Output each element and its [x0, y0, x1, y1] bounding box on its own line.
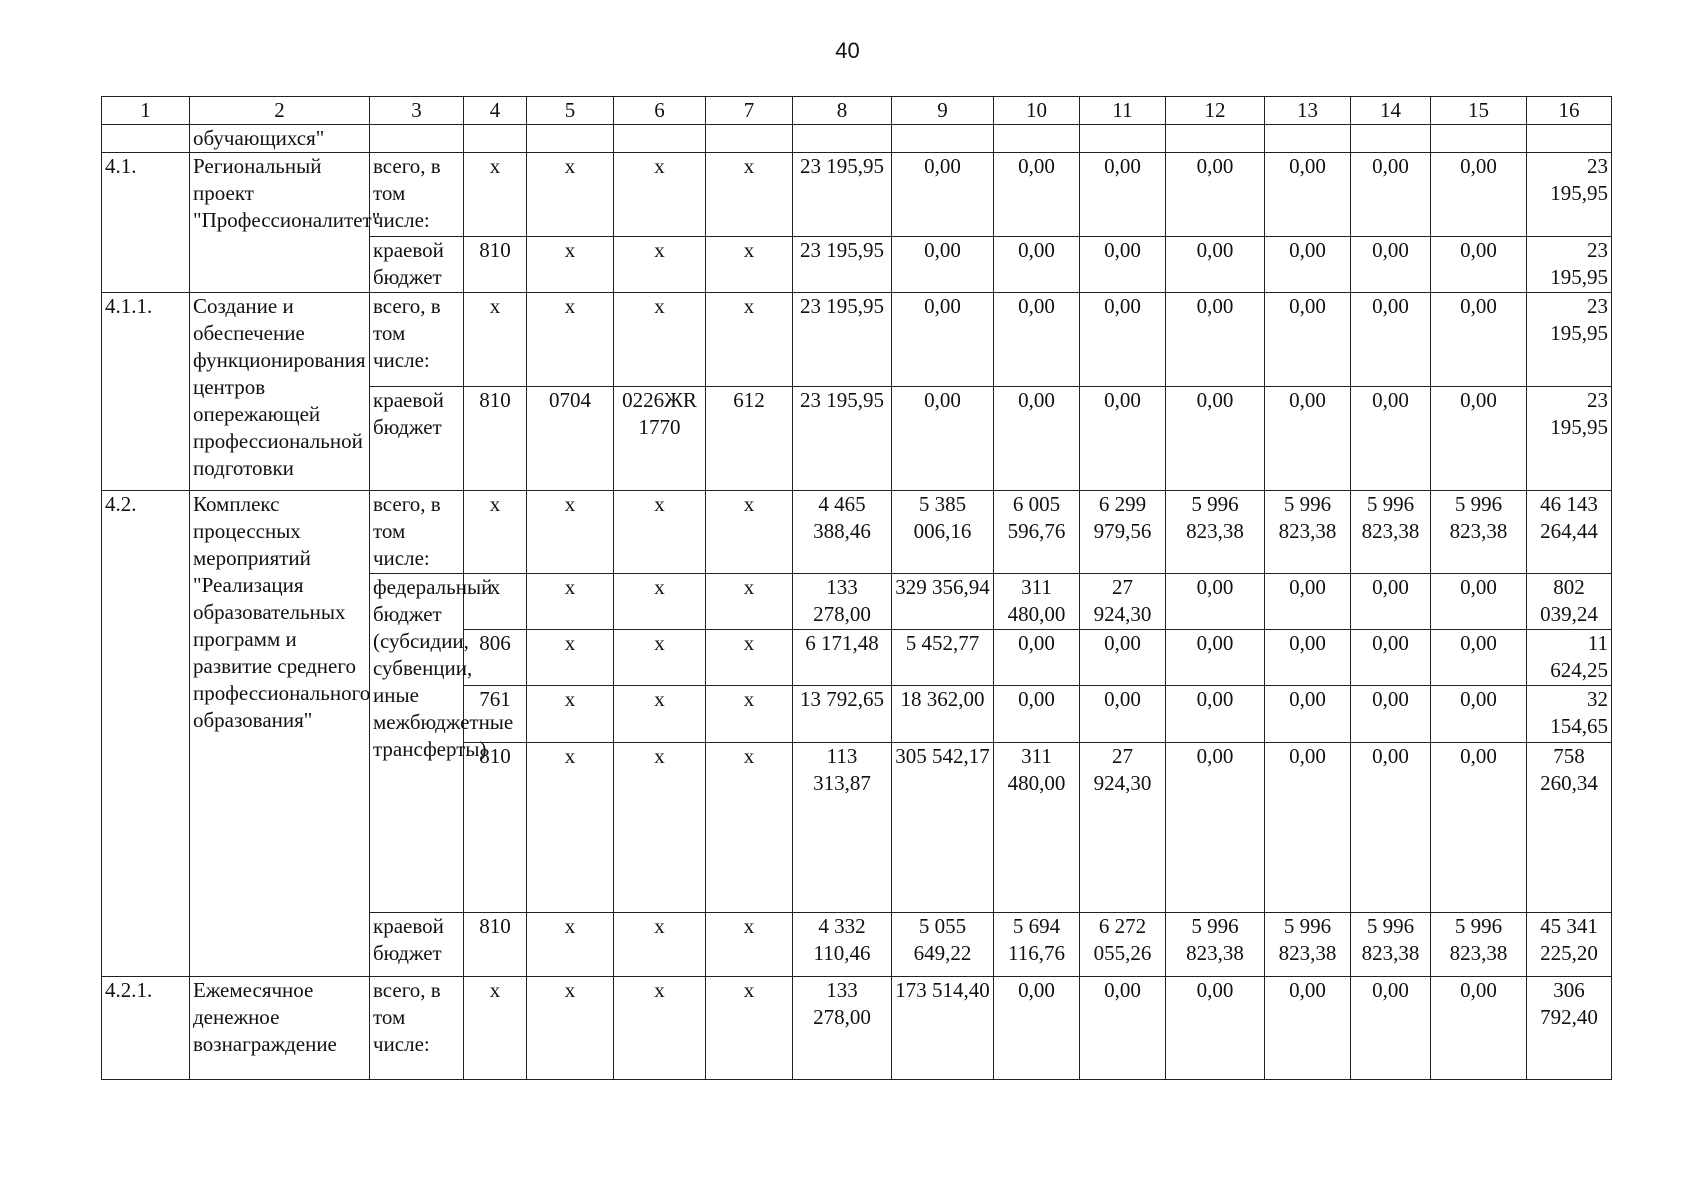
table-cell: 0,00 [994, 686, 1080, 743]
table-cell: 0,00 [1431, 686, 1527, 743]
table-cell: 27 924,30 [1080, 574, 1166, 630]
table-cell: 13 792,65 [793, 686, 892, 743]
table-cell: 0,00 [1080, 237, 1166, 293]
table-cell: 113 313,87 [793, 743, 892, 913]
table-cell: 0,00 [1351, 153, 1431, 237]
column-number: 2 [190, 97, 370, 125]
table-cell: 23 195,95 [1527, 387, 1612, 491]
table-cell: х [527, 913, 614, 977]
table-cell: х [614, 153, 706, 237]
table-cell: х [614, 977, 706, 1080]
funding-source: федеральный бюджет (субсидии, субвенции, иные межбюджетные трансферты) [370, 574, 464, 913]
table-cell: 761 [464, 686, 527, 743]
table-cell: х [464, 574, 527, 630]
table-cell: 23 195,95 [1527, 153, 1612, 237]
table-cell: 23 195,95 [793, 293, 892, 387]
table-cell: 0,00 [1166, 686, 1265, 743]
table-cell: 0,00 [1265, 237, 1351, 293]
table-cell: х [614, 574, 706, 630]
table-cell: 0,00 [1431, 153, 1527, 237]
item-name: Комплекс процессных мероприятий "Реализация образовательных программ и развитие среднего профессионального образования" [190, 491, 370, 977]
table-cell: 0,00 [1431, 977, 1527, 1080]
column-number: 5 [527, 97, 614, 125]
item-number: 4.1. [102, 153, 190, 293]
table-cell: 32 154,65 [1527, 686, 1612, 743]
table-cell: 0,00 [1166, 977, 1265, 1080]
column-number: 13 [1265, 97, 1351, 125]
budget-table [101, 96, 1612, 1080]
table-cell: 18 362,00 [892, 686, 994, 743]
table-cell: 0,00 [994, 293, 1080, 387]
table-cell: х [706, 153, 793, 237]
table-cell: 0,00 [892, 387, 994, 491]
funding-source: краевой бюджет [370, 913, 464, 977]
table-cell: 0,00 [892, 153, 994, 237]
table-row [102, 977, 1612, 1080]
table-cell: 0,00 [1351, 977, 1431, 1080]
table-cell: х [527, 293, 614, 387]
table-cell: х [614, 686, 706, 743]
table-cell: 0,00 [1080, 630, 1166, 686]
table-cell: 0,00 [1351, 686, 1431, 743]
table-cell: 23 195,95 [1527, 293, 1612, 387]
table-cell: 0,00 [1351, 387, 1431, 491]
item-name: Ежемесячное денежное вознаграждение [190, 977, 370, 1080]
table-cell: 27 924,30 [1080, 743, 1166, 913]
table-cell: 329 356,94 [892, 574, 994, 630]
table-cell: х [464, 293, 527, 387]
column-number: 15 [1431, 97, 1527, 125]
column-number: 7 [706, 97, 793, 125]
table-cell: 0,00 [1431, 387, 1527, 491]
table-cell: х [527, 743, 614, 913]
table-cell: 5 996 823,38 [1265, 913, 1351, 977]
funding-source: краевой бюджет [370, 237, 464, 293]
table-cell: х [706, 630, 793, 686]
table-cell: 0,00 [1265, 574, 1351, 630]
table-cell: 0,00 [892, 293, 994, 387]
table-cell: х [464, 153, 527, 237]
column-number: 3 [370, 97, 464, 125]
table-cell: 0,00 [1431, 574, 1527, 630]
funding-source: всего, в том числе: [370, 977, 464, 1080]
table-cell: 0,00 [1166, 293, 1265, 387]
table-cell: х [614, 491, 706, 574]
table-cell: х [464, 491, 527, 574]
funding-source: краевой бюджет [370, 387, 464, 491]
table-cell: х [706, 686, 793, 743]
table-cell: 0,00 [892, 237, 994, 293]
table-cell: 23 195,95 [793, 153, 892, 237]
table-cell: 0,00 [994, 387, 1080, 491]
table-cell: 0,00 [1080, 387, 1166, 491]
table-cell: 0,00 [1265, 153, 1351, 237]
table-cell: 758 260,34 [1527, 743, 1612, 913]
table-cell: 0,00 [1431, 293, 1527, 387]
table-cell: 0,00 [1166, 743, 1265, 913]
table-cell: х [614, 913, 706, 977]
table-cell: 5 996 823,38 [1166, 913, 1265, 977]
table-cell: 0,00 [1351, 237, 1431, 293]
column-number: 12 [1166, 97, 1265, 125]
table-cell: 173 514,40 [892, 977, 994, 1080]
table-cell: 802 039,24 [1527, 574, 1612, 630]
page-number: 40 [835, 38, 860, 63]
table-cell: 5 996 823,38 [1166, 491, 1265, 574]
table-cell: 23 195,95 [793, 237, 892, 293]
item-name: Создание и обеспечение функционирования центров опережающей профессиональной подготовки [190, 293, 370, 491]
table-cell: х [527, 153, 614, 237]
item-number: 4.2. [102, 491, 190, 977]
table-cell: 0,00 [1351, 743, 1431, 913]
column-number: 4 [464, 97, 527, 125]
table-cell: 0,00 [1265, 977, 1351, 1080]
table-cell: 612 [706, 387, 793, 491]
table-cell: 0,00 [1166, 387, 1265, 491]
table-cell: х [527, 237, 614, 293]
table-cell: 0226ЖR1770 [614, 387, 706, 491]
table-cell: 810 [464, 743, 527, 913]
table-cell: 6 272 055,26 [1080, 913, 1166, 977]
table-cell: х [464, 977, 527, 1080]
table-cell: 23 195,95 [1527, 237, 1612, 293]
table-cell: 0,00 [1166, 630, 1265, 686]
table-cell: 0,00 [994, 153, 1080, 237]
item-name: Региональный проект "Профессионалитет" [190, 153, 370, 293]
table-cell: 0,00 [1351, 293, 1431, 387]
table-cell: 0,00 [994, 237, 1080, 293]
table-cell: 45 341 225,20 [1527, 913, 1612, 977]
table-cell: х [614, 293, 706, 387]
table-cell: 6 299 979,56 [1080, 491, 1166, 574]
table-cell: 0,00 [1265, 743, 1351, 913]
table-cell: 305 542,17 [892, 743, 994, 913]
table-cell: 133 278,00 [793, 977, 892, 1080]
table-cell: х [614, 743, 706, 913]
table-cell: 5 452,77 [892, 630, 994, 686]
column-number: 1 [102, 97, 190, 125]
column-number: 16 [1527, 97, 1612, 125]
table-cell: 0,00 [1351, 630, 1431, 686]
table-cell: 306 792,40 [1527, 977, 1612, 1080]
table-cell: 0,00 [1080, 686, 1166, 743]
table-cell: х [614, 630, 706, 686]
funding-source: всего, в том числе: [370, 293, 464, 387]
funding-source: всего, в том числе: [370, 491, 464, 574]
table-cell: 5 996 823,38 [1265, 491, 1351, 574]
table-cell: 0,00 [1166, 237, 1265, 293]
column-number: 6 [614, 97, 706, 125]
table-cell: 46 143 264,44 [1527, 491, 1612, 574]
table-cell: 0,00 [1080, 293, 1166, 387]
item-number: 4.2.1. [102, 977, 190, 1080]
table-cell: х [527, 491, 614, 574]
table-cell: 6 171,48 [793, 630, 892, 686]
table-row [102, 491, 1612, 574]
table-cell: х [706, 491, 793, 574]
table-cell: 0,00 [1265, 630, 1351, 686]
table-cell: 6 005 596,76 [994, 491, 1080, 574]
table-cell: 23 195,95 [793, 387, 892, 491]
table-cell: 5 055 649,22 [892, 913, 994, 977]
table-cell: 0,00 [1166, 153, 1265, 237]
item-number: 4.1.1. [102, 293, 190, 491]
table-cell: 0,00 [1265, 387, 1351, 491]
column-number: 14 [1351, 97, 1431, 125]
table-cell: 311 480,00 [994, 743, 1080, 913]
table-row [102, 293, 1612, 387]
table-cell: х [706, 977, 793, 1080]
column-number: 10 [994, 97, 1080, 125]
item-name: обучающихся" [190, 125, 370, 153]
table-cell: 0,00 [994, 630, 1080, 686]
table-cell: 133 278,00 [793, 574, 892, 630]
table-row [102, 153, 1612, 237]
table-cell: х [527, 686, 614, 743]
table-cell: 5 996 823,38 [1351, 491, 1431, 574]
table-cell: х [706, 574, 793, 630]
table-cell: 0,00 [1166, 574, 1265, 630]
table-cell: 0,00 [1080, 977, 1166, 1080]
table-cell: х [706, 293, 793, 387]
table-cell: 810 [464, 387, 527, 491]
table-cell: 810 [464, 913, 527, 977]
table-cell: х [706, 913, 793, 977]
table-cell: х [527, 977, 614, 1080]
column-number: 9 [892, 97, 994, 125]
table-cell: 0,00 [1431, 237, 1527, 293]
column-number: 11 [1080, 97, 1166, 125]
table-cell: 11 624,25 [1527, 630, 1612, 686]
table-cell: 810 [464, 237, 527, 293]
table-cell: 5 996 823,38 [1431, 913, 1527, 977]
table-cell: 5 996 823,38 [1351, 913, 1431, 977]
table-cell: 4 465 388,46 [793, 491, 892, 574]
table-cell: 0704 [527, 387, 614, 491]
table-cell: 0,00 [994, 977, 1080, 1080]
table-cell: 0,00 [1431, 743, 1527, 913]
funding-source: всего, в том числе: [370, 153, 464, 237]
table-cell: 0,00 [1265, 686, 1351, 743]
table-cell: 0,00 [1265, 293, 1351, 387]
column-number-row [102, 97, 1612, 125]
table-cell: 5 996 823,38 [1431, 491, 1527, 574]
table-cell: 4 332 110,46 [793, 913, 892, 977]
table-cell: х [706, 237, 793, 293]
table-cell: х [527, 630, 614, 686]
table-cell: 0,00 [1080, 153, 1166, 237]
table-cell: х [527, 574, 614, 630]
column-number: 8 [793, 97, 892, 125]
table-cell: 806 [464, 630, 527, 686]
table-cell: 5 385 006,16 [892, 491, 994, 574]
table-cell: 0,00 [1431, 630, 1527, 686]
table-cell: х [614, 237, 706, 293]
table-cell: 5 694 116,76 [994, 913, 1080, 977]
table-cell: 311 480,00 [994, 574, 1080, 630]
table-cell: 0,00 [1351, 574, 1431, 630]
table-cell: х [706, 743, 793, 913]
continuation-row [102, 125, 1612, 153]
